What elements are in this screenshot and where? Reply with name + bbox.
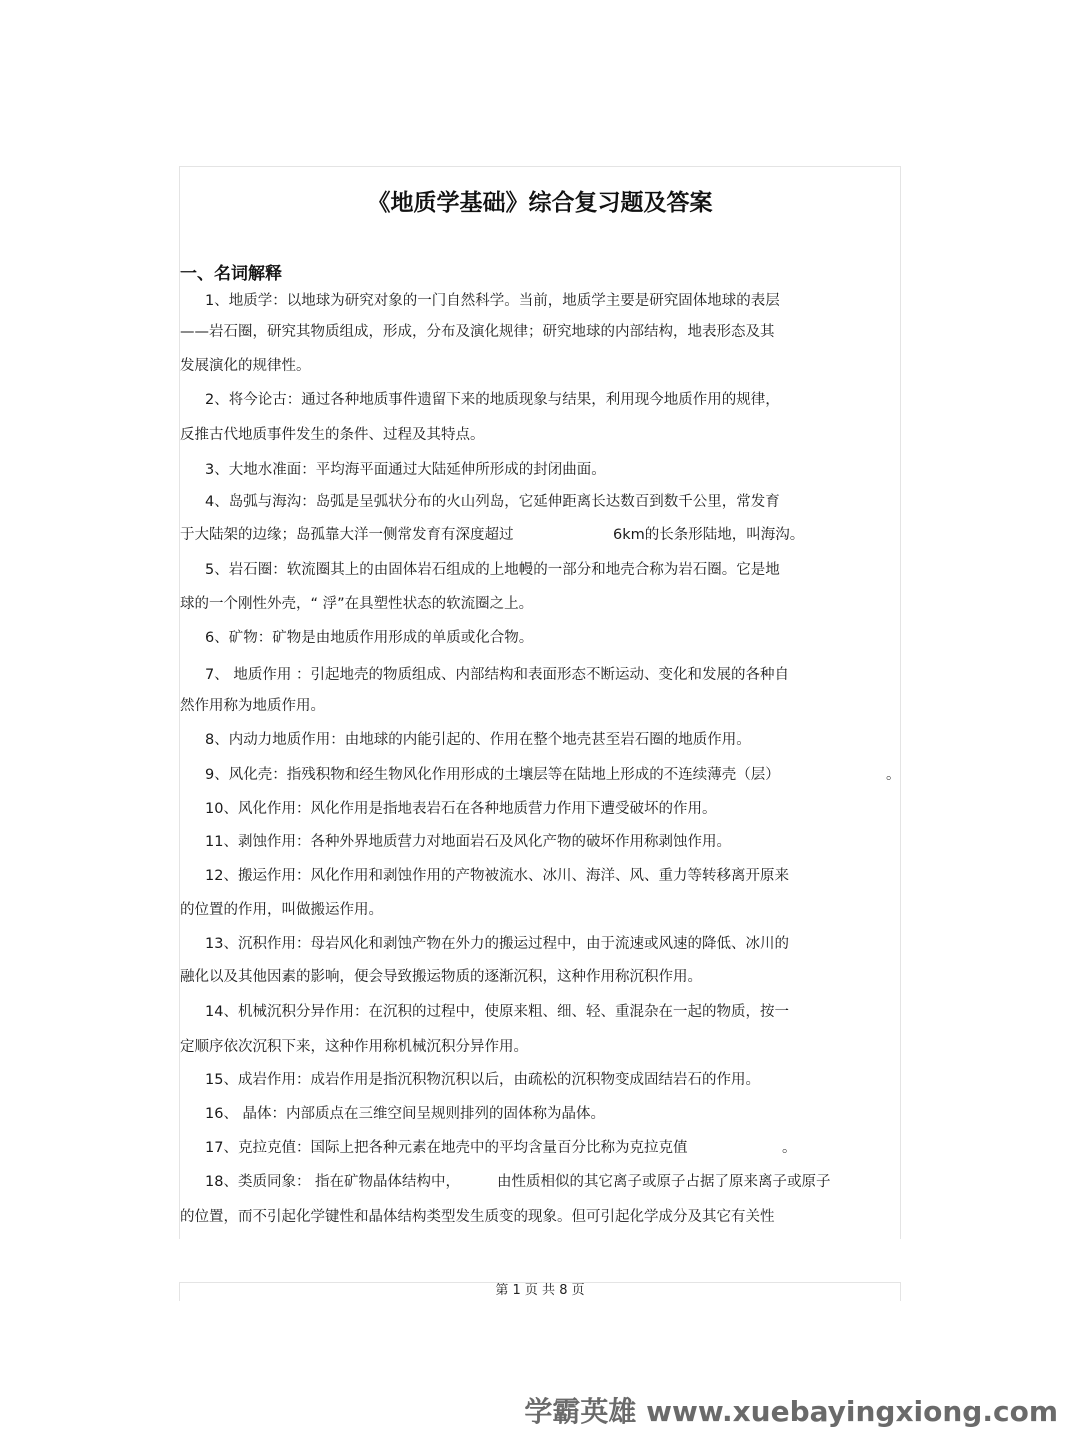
text-line: 发展演化的规律性。	[180, 358, 311, 374]
text-line: 于大陆架的边缘；岛孤靠大洋一侧常发育有深度超过	[180, 527, 514, 543]
text-line: 14、机械沉积分异作用：在沉积的过程中，使原来粗、细、轻、重混杂在一起的物质，按一	[205, 1004, 789, 1020]
text-line: 2、将今论古：通过各种地质事件遗留下来的地质现象与结果，利用现今地质作用的规律，	[205, 392, 780, 408]
text-line: 13、沉积作用：母岩风化和剥蚀产物在外力的搬运过程中，由于流速或风速的降低、冰川的	[205, 936, 789, 952]
text-line: 17、克拉克值：国际上把各种元素在地壳中的平均含量百分比称为克拉克值	[205, 1140, 688, 1156]
text-line: 4、岛弧与海沟：岛弧是呈弧状分布的火山列岛，它延伸距离长达数百到数千公里，常发育	[205, 494, 780, 510]
text-line: 然作用称为地质作用。	[180, 698, 325, 714]
text-line: 6、矿物：矿物是由地质作用形成的单质或化合物。	[205, 630, 534, 646]
text-line: 12、搬运作用：风化作用和剥蚀作用的产物被流水、冰川、海洋、风、重力等转移离开原来	[205, 868, 789, 884]
text-line: 。	[782, 1140, 797, 1156]
text-line: 的位置，而不引起化学键性和晶体结构类型发生质变的现象。但可引起化学成分及其它有关性	[180, 1209, 775, 1225]
text-line: 9、风化壳：指残积物和经生物风化作用形成的土壤层等在陆地上形成的不连续薄壳（层）	[205, 767, 780, 783]
text-line: 的位置的作用，叫做搬运作用。	[180, 902, 383, 918]
text-line: 定顺序依次沉积下来，这种作用称机械沉积分异作用。	[180, 1039, 528, 1055]
text-line: 融化以及其他因素的影响，便会导致搬运物质的逐渐沉积，这种作用称沉积作用。	[180, 969, 702, 985]
watermark: 学霸英雄 www.xuebayingxiong.com	[524, 1395, 1058, 1428]
text-line: 3、大地水准面：平均海平面通过大陆延伸所形成的封闭曲面。	[205, 462, 606, 478]
text-line: 16、 晶体：内部质点在三维空间呈规则排列的固体称为晶体。	[205, 1106, 606, 1122]
section-heading: 一、名词解释	[180, 264, 282, 284]
text-line: 。	[886, 767, 901, 783]
text-line: 10、风化作用：风化作用是指地表岩石在各种地质营力作用下遭受破坏的作用。	[205, 801, 717, 817]
text-line: 由性质相似的其它离子或原子占据了原来离子或原子	[497, 1174, 831, 1190]
document-title: 《地质学基础》综合复习题及答案	[367, 190, 713, 216]
text-line: 球的一个刚性外壳，“ 浮”在具塑性状态的软流圈之上。	[180, 596, 534, 612]
text-line: 15、成岩作用：成岩作用是指沉积物沉积以后，由疏松的沉积物变成固结岩石的作用。	[205, 1072, 760, 1088]
text-line: 8、内动力地质作用：由地球的内能引起的、作用在整个地壳甚至岩石圈的地质作用。	[205, 732, 751, 748]
page-number: 第 1 页 共 8 页	[495, 1283, 585, 1298]
text-line: 11、剥蚀作用：各种外界地质营力对地面岩石及风化产物的破坏作用称剥蚀作用。	[205, 834, 731, 850]
text-line: ——岩石圈，研究其物质组成，形成，分布及演化规律；研究地球的内部结构，地表形态及其	[180, 324, 775, 340]
text-line: 7、 地质作用 ：引起地壳的物质组成、内部结构和表面形态不断运动、变化和发展的各种自	[205, 667, 789, 683]
text-line: 反推古代地质事件发生的条件、过程及其特点。	[180, 427, 485, 443]
text-line: 18、类质同象： 指在矿物晶体结构中，	[205, 1174, 461, 1190]
text-line: 6km的长条形陆地，叫海沟。	[613, 527, 805, 543]
text-line: 1、地质学：以地球为研究对象的一门自然科学。当前，地质学主要是研究固体地球的表层	[205, 293, 780, 309]
text-line: 5、岩石圈：软流圈其上的由固体岩石组成的上地幔的一部分和地壳合称为岩石圈。它是地	[205, 562, 780, 578]
